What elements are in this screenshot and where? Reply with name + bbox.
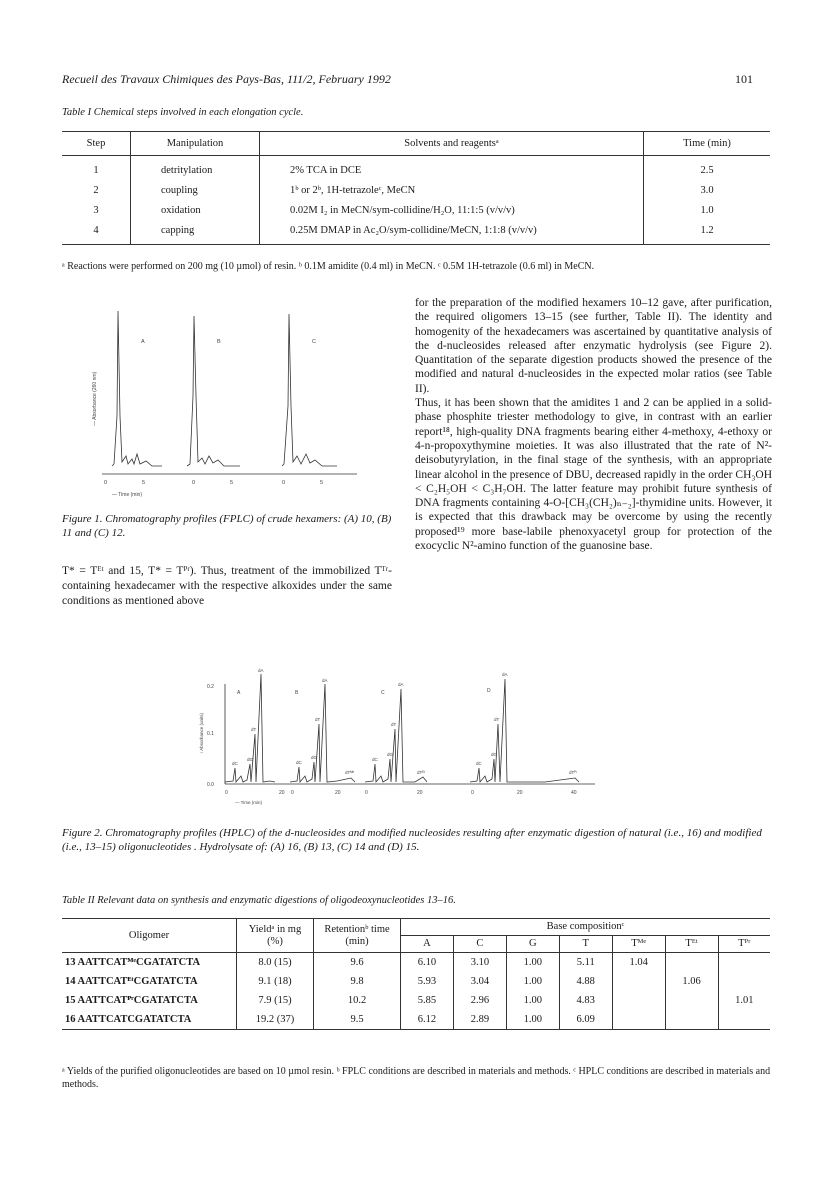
table2-cell: 4.83 [559, 991, 612, 1010]
table2-cell: 1.04 [612, 953, 665, 973]
fig1-xtick: 5 [320, 480, 324, 486]
fig2-peak-label: dA [398, 682, 404, 687]
fig2-xtick: 0 [291, 790, 294, 796]
table2-cell [718, 953, 770, 973]
table1-cell: 1.0 [644, 200, 771, 220]
table2-caption: Table II Relevant data on synthesis and enzymatic digestions of oligodeoxynucleotides 13–16. [62, 895, 456, 906]
fig2-peak-label: dC [372, 757, 378, 762]
table2-header-yield: Yieldᵃ in mg (%) [237, 919, 314, 953]
table1-row [62, 180, 770, 200]
table2-cell [612, 972, 665, 991]
figure2-caption: Figure 2. Chromatography profiles (HPLC) of the d-nucleosides and modified nucleosides resulting after enzymatic digestion of natural (i.e., 16) and modified (i.e., 13–15) oligonucleotides . Hydrolysate of: (A) 16, (B) 13, (C) 14 and (D) 15. [62, 827, 762, 853]
table2-cell: 6.12 [401, 1010, 454, 1030]
running-title: Recueil des Travaux Chimiques des Pays-Bas, 111/2, February 1992 [62, 72, 391, 86]
table2-cell-oligomer: 16 AATTCATCGATATCTA [62, 1010, 237, 1030]
table1-row [62, 200, 770, 220]
fig2-panel-label-b: B [295, 690, 299, 696]
fig2-xtick: 20 [417, 790, 423, 796]
table2-cell: 9.1 (18) [237, 972, 314, 991]
fig2-panel-label-a: A [237, 690, 241, 696]
table1-cell: 1.2 [644, 220, 771, 245]
table2-cell [718, 972, 770, 991]
table2-row [62, 991, 770, 1010]
fig2-peak-label: dC [232, 761, 238, 766]
fig2-xtick: 0 [365, 790, 368, 796]
table1-row [62, 156, 770, 181]
table2-cell: 9.5 [314, 1010, 401, 1030]
fig2-peak-label: dG [247, 757, 254, 762]
table2-cell: 3.10 [453, 953, 506, 973]
right-paragraph-2: Thus, it has been shown that the amidites 1 and 2 can be applied in a solid-phase phosphite triester methodology to give, in contrast with an earlier report¹⁸, high-quality DNA fragments bearing either 4-methoxy, 4-ethoxy or 4-n-propoxythymine moieties. It was also illustrated that the rate of N²-deisobutyrylation, in the final stage of the synthesis, with an appropriate linear alcohol in the presence of DBU, decreased rapidly in the order CH₃OH < C₂H₅OH < C₃H₇OH. The latter feature may prohibit future synthesis of DNA fragments containing 4-O-[CH₃(CH₂)ₙ₋₂]-thymidine units. However, it is expected that this drawback may be overcome by using the recently proposed¹⁹ more base-labile phenoxyacetyl group for protection of the exocyclic N²-amino function of the guanosine base. [415, 397, 772, 553]
fig2-xtick: 20 [279, 790, 285, 796]
fig2-ytick: 0.2 [207, 684, 214, 690]
table1-cell: capping [131, 220, 260, 245]
table1-cell: 1 [93, 164, 99, 176]
table2-header-base-g: G [506, 936, 559, 953]
table1-header-manipulation: Manipulation [131, 132, 260, 156]
table2-cell: 1.06 [665, 972, 718, 991]
table2-header-base-a: A [401, 936, 454, 953]
table2-row [62, 1010, 770, 1030]
fig2-peak-label: dT [315, 717, 321, 722]
fig2-peak-label: dT [494, 717, 500, 722]
fig2-ylabel: ↑ Absorbance (units) [199, 712, 204, 754]
fig1-trace-c [282, 314, 337, 466]
table1-cell: oxidation [131, 200, 260, 220]
fig2-xtick: 20 [335, 790, 341, 796]
table2-cell-oligomer: 13 AATTCATᴹᵉCGATATCTA [65, 957, 201, 968]
fig2-peak-label: dG [311, 755, 318, 760]
table1-cell: 2% TCA in DCE [260, 156, 644, 181]
table1-caption: Table I Chemical steps involved in each elongation cycle. [62, 107, 304, 118]
table1-cell: 2 [93, 184, 99, 196]
table2-cell: 1.00 [506, 953, 559, 973]
table1-header-step: Step [62, 132, 131, 156]
fig1-trace-a [112, 311, 162, 466]
table2-cell [718, 1010, 770, 1030]
table2-cell-oligomer: 15 AATTCATᴾʳCGATATCTA [65, 995, 198, 1006]
fig2-peak-label: dA [258, 668, 264, 673]
fig1-ylabel: — Absorbance (260 nm) [92, 371, 98, 426]
table2-cell: 1.00 [506, 991, 559, 1010]
table1-cell: coupling [131, 180, 260, 200]
table2-cell [665, 1010, 718, 1030]
table1-cell: 3.0 [644, 180, 771, 200]
table2-cell [665, 953, 718, 973]
fig2-xtick: 40 [571, 790, 577, 796]
fig2-xlabel: — Time (min) [235, 800, 262, 805]
right-column-text [415, 296, 772, 553]
fig2-ytick: 0.1 [207, 731, 214, 737]
table2-header-base-t: T [559, 936, 612, 953]
table2-footnote: ᵃ Yields of the purified oligonucleotides are based on 10 µmol resin. ᵇ FPLC conditions are described in materials and methods. ᶜ HPLC conditions are described in materials and methods. [62, 1066, 771, 1090]
figure1-chromatogram [62, 296, 392, 501]
table1-cell: 2.5 [644, 156, 771, 181]
table2-cell: 4.88 [559, 972, 612, 991]
fig2-trace-d [470, 679, 579, 782]
fig2-xtick: 0 [471, 790, 474, 796]
table2-row [62, 953, 770, 973]
fig2-peak-label: dT [391, 722, 397, 727]
fig1-xtick: 5 [230, 480, 234, 486]
fig2-panel-label-d: D [487, 688, 491, 694]
fig2-peak-label: dC [296, 760, 302, 765]
table2-cell [612, 1010, 665, 1030]
fig2-trace-c [365, 689, 427, 782]
table2-cell: 5.93 [401, 972, 454, 991]
figure2-chromatogram [195, 664, 625, 834]
table2-cell [612, 991, 665, 1010]
table2-header-base-tme: Tᴹᵉ [612, 936, 665, 953]
table2-header-retention: Retentionᵇ time (min) [314, 919, 401, 953]
table2-cell: 9.8 [314, 972, 401, 991]
table2-header-oligomer: Oligomer [62, 919, 237, 953]
table1-footnote: ᵃ Reactions were performed on 200 mg (10 µmol) of resin. ᵇ 0.1M amidite (0.4 ml) in MeCN. ᶜ 0.5M 1H-tetrazole (0.6 ml) in MeCN. [62, 261, 595, 272]
page-number: 101 [735, 72, 753, 86]
fig2-xtick: 0 [225, 790, 228, 796]
fig2-trace-b [290, 684, 355, 782]
table2-header-base-tpr: Tᴾʳ [718, 936, 770, 953]
table2-cell: 5.85 [401, 991, 454, 1010]
fig1-xtick: 0 [282, 480, 286, 486]
figure1-caption: Figure 1. Chromatography profiles (FPLC) of crude hexamers: (A) 10, (B) 11 and (C) 12. [62, 513, 392, 539]
table2-header-base-tet: Tᴱᵗ [665, 936, 718, 953]
table2-cell: 2.96 [453, 991, 506, 1010]
table1-cell: 0.25M DMAP in Ac₂O/sym-collidine/MeCN, 1:1:8 (v/v/v) [260, 220, 644, 245]
fig2-peak-label: dA [322, 678, 328, 683]
fig1-trace-b [187, 316, 240, 466]
table2-cell-oligomer: 14 AATTCATᴱᵗCGATATCTA [65, 976, 198, 987]
left-column-paragraph: T* = Tᴱᵗ and 15, T* = Tᴾʳ). Thus, treatment of the immobilized Tᵀʳ-containing hexadecamer with the respective alkoxides under the same conditions as mentioned above [62, 565, 392, 607]
fig2-peak-label: dG [491, 752, 498, 757]
table2-cell: 7.9 (15) [237, 991, 314, 1010]
table2-cell [665, 991, 718, 1010]
table2-cell: 1.00 [506, 1010, 559, 1030]
table2-cell: 9.6 [314, 953, 401, 973]
table1-cell: 3 [93, 204, 99, 216]
fig2-ytick: 0.0 [207, 782, 214, 788]
fig2-peak-label: dC [476, 761, 482, 766]
table2-cell: 6.09 [559, 1010, 612, 1030]
table1-cell: detritylation [131, 156, 260, 181]
fig2-peak-label: dA [502, 672, 508, 677]
table2-cell: 3.04 [453, 972, 506, 991]
table2-cell: 19.2 (37) [237, 1010, 314, 1030]
table2-cell: 5.11 [559, 953, 612, 973]
table2-cell: 8.0 (15) [237, 953, 314, 973]
table2-header-base-composition: Base compositionᶜ [401, 919, 771, 936]
fig1-panel-label-b: B [217, 339, 221, 345]
fig1-xlabel: — Time (min) [112, 492, 142, 498]
fig2-xtick: 20 [517, 790, 523, 796]
fig2-peak-label: dT [251, 727, 257, 732]
table2-cell: 6.10 [401, 953, 454, 973]
fig1-xtick: 5 [142, 480, 146, 486]
table2-cell: 10.2 [314, 991, 401, 1010]
fig1-panel-label-c: C [312, 339, 316, 345]
fig1-xtick: 0 [192, 480, 196, 486]
fig2-special-label: dTᴾʳ [569, 770, 578, 775]
table2-cell: 2.89 [453, 1010, 506, 1030]
fig2-special-label: dTᴹᵉ [345, 770, 355, 775]
fig1-panel-label-a: A [141, 339, 145, 345]
table1-row [62, 220, 770, 245]
table1-cell: 0.02M I₂ in MeCN/sym-collidine/H₂O, 11:1:5 (v/v/v) [260, 200, 644, 220]
table1-header-solvents: Solvents and reagentsᵃ [260, 132, 644, 156]
fig2-panel-label-c: C [381, 690, 385, 696]
fig2-special-label: dTᴱᵗ [417, 770, 426, 775]
table2 [62, 918, 770, 1030]
table1-header-time: Time (min) [644, 132, 771, 156]
table2-header-base-c: C [453, 936, 506, 953]
table1 [62, 131, 770, 245]
right-paragraph-1: for the preparation of the modified hexamers 10–12 gave, after purification, the required oligomers 13–15 (see further, Table II). The identity and homogenity of the hexadecamers was ascertained by quantitative analysis of the d-nucleosides released after enzymatic hydrolysis (see Figure 2). Quantitation of the separate digestion products showed the presence of the modified and natural d-nucleosides in the expected molar ratios (see Table II). [415, 297, 772, 395]
fig2-peak-label: dG [387, 752, 394, 757]
table2-cell: 1.01 [718, 991, 770, 1010]
table1-cell: 4 [62, 220, 131, 245]
table2-row [62, 972, 770, 991]
table1-cell: 1ᵇ or 2ᵇ, 1H-tetrazoleᶜ, MeCN [260, 180, 644, 200]
table2-cell: 1.00 [506, 972, 559, 991]
fig1-xtick: 0 [104, 480, 108, 486]
